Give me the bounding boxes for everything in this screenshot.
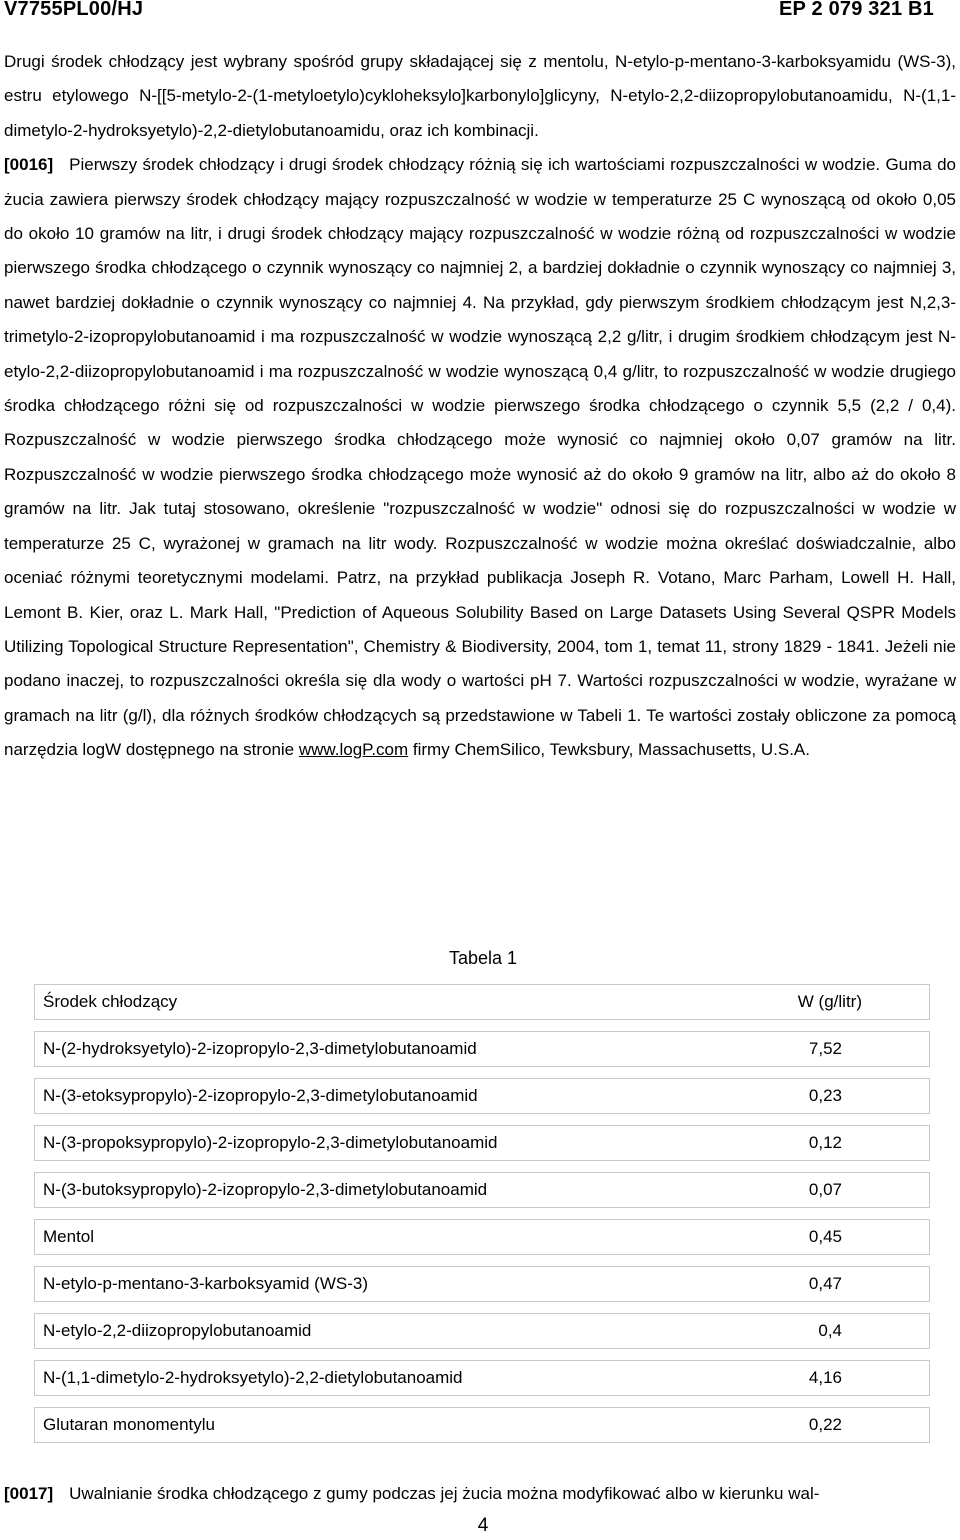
document-code: V7755PL00/HJ [4, 0, 144, 20]
paragraph-text: Uwalnianie środka chłodzącego z gumy podczas jej żucia można modyfikować albo w kierunku wal- [69, 1484, 820, 1503]
solubility-cell: 0,07 [671, 1172, 930, 1208]
agent-name-cell: N-(3-propoksypropylo)-2-izopropylo-2,3-dimetylobutanoamid [34, 1125, 671, 1161]
table-row [34, 1219, 930, 1255]
paragraph-0016 [4, 148, 956, 767]
solubility-cell: 0,23 [671, 1078, 930, 1114]
paragraph-text: Pierwszy środek chłodzący i drugi środek chłodzący różnią się ich wartościami rozpuszczalności w wodzie. Guma do żucia zawiera pierwszy środek chłodzący mający rozpuszczalność w wodzie w temperaturze 25 C wynoszącą od około 0,05 do około 10 gramów na litr, i drugi środek chłodzący mający rozpuszczalność w wodzie różną od rozpuszczalności w wodzie pierwszego środka chłodzącego o czynnik wynoszący co najmniej 2, a bardziej dokładnie o czynnik wynoszący co najmniej 3, nawet bardziej dokładnie o czynnik wynoszący co najmniej 4. Na przykład, gdy pierwszym środkiem chłodzącym jest N,2,3-trimetylo-2-izopropylobutanoamid i ma rozpuszczalność w wodzie wynoszącą 2,2 g/litr, i drugim środkiem chłodzącym jest N-etylo-2,2-diizopropylobutanoamid i ma rozpuszczalność w wodzie wynoszącą 0,4 g/litr, to rozpuszczalność w wodzie drugiego środka chłodzącego różni się od rozpuszczalności w wodzie pierwszego środka chłodzącego o czynnik 5,5 (2,2 / 0,4). Rozpuszczalność w wodzie pierwszego środka chłodzącego może wynosić co najmniej około 0,07 gramów na litr. Rozpuszczalność w wodzie pierwszego środka chłodzącego może wynosić aż do około 9 gramów na litr, albo aż do około 8 gramów na litr. Jak tutaj stosowano, określenie "rozpuszczalność w wodzie" odnosi się do rozpuszczalności w wodzie w temperaturze 25 C, wyrażonej w gramach na litr wody. Rozpuszczalność w wodzie można określać doświadczalnie, albo oceniać różnymi teoretycznymi modelami. Patrz, na przykład publikacja Joseph R. Votano, Marc Parham, Lowell H. Hall, Lemont B. Kier, oraz L. Mark Hall, "Prediction of Aqueous Solubility Based on Large Datasets Using Several QSPR Models Utilizing Topological Structure Representation", Chemistry & Biodiversity, 2004, tom 1, temat 11, strony 1829 - 1841. Jeżeli nie podano inaczej, to rozpuszczalności określa się dla wody o wartości pH 7. Wartości rozpuszczalności w wodzie, wyrażane w gramach na litr (g/l), dla różnych środków chłodzących są przedstawione w Tabeli 1. Te wartości zostały obliczone za pomocą narzędzia logW dostępnego na stronie [4, 155, 956, 760]
column-header-agent: Środek chłodzący [34, 984, 671, 1020]
agent-name-cell: N-etylo-2,2-diizopropylobutanoamid [34, 1313, 671, 1349]
solubility-cell: 0,22 [671, 1407, 930, 1443]
solubility-cell: 0,4 [671, 1313, 930, 1349]
cooling-agents-table [34, 973, 930, 1454]
agent-name-cell: N-(1,1-dimetylo-2-hydroksyetylo)-2,2-dietylobutanoamid [34, 1360, 671, 1396]
page-header [0, 0, 960, 26]
patent-number: EP 2 079 321 B1 [779, 0, 934, 20]
paragraph-text-end: firmy ChemSilico, Tewksbury, Massachusetts, U.S.A. [408, 740, 810, 760]
table-row [34, 1031, 930, 1067]
paragraph-0017 [4, 1484, 960, 1504]
table-container [34, 984, 930, 1454]
logp-link[interactable]: www.logP.com [298, 740, 409, 760]
table-row [34, 1125, 930, 1161]
agent-name-cell: N-etylo-p-mentano-3-karboksyamid (WS-3) [34, 1266, 671, 1302]
table-header-row [34, 984, 930, 1020]
table-row [34, 1266, 930, 1302]
solubility-cell: 0,47 [671, 1266, 930, 1302]
agent-name-cell: Mentol [34, 1219, 671, 1255]
solubility-cell: 7,52 [671, 1031, 930, 1067]
paragraph-number: [0017] [4, 1484, 54, 1503]
agent-name-cell: N-(3-etoksypropylo)-2-izopropylo-2,3-dimetylobutanoamid [34, 1078, 671, 1114]
table-row [34, 1360, 930, 1396]
table-caption: Tabela 1 [448, 948, 518, 968]
table-row [34, 1407, 930, 1443]
table-row [34, 1078, 930, 1114]
agent-name-cell: Glutaran monomentylu [34, 1407, 671, 1443]
body-text [4, 45, 956, 768]
page-number: 4 [477, 1515, 489, 1536]
table-row [34, 1172, 930, 1208]
table-row [34, 1313, 930, 1349]
agent-name-cell: N-(3-butoksypropylo)-2-izopropylo-2,3-dimetylobutanoamid [34, 1172, 671, 1208]
column-header-solubility: W (g/litr) [671, 984, 930, 1020]
paragraph-number: [0016] [4, 155, 54, 175]
solubility-cell: 0,12 [671, 1125, 930, 1161]
solubility-cell: 0,45 [671, 1219, 930, 1255]
agent-name-cell: N-(2-hydroksyetylo)-2-izopropylo-2,3-dimetylobutanoamid [34, 1031, 671, 1067]
solubility-cell: 4,16 [671, 1360, 930, 1396]
paragraph-continuation: Drugi środek chłodzący jest wybrany spośród grupy składającej się z mentolu, N-etylo-p-mentano-3-karboksyamidu (WS-3), estru etylowego N-[[5-metylo-2-(1-metyloetylo)cykloheksylo]karbonylo]glicyny, N-etylo-2,2-diizopropylobutanoamidu, N-(1,1-dimetylo-2-hydroksyetylo)-2,2-dietylobutanoamidu, oraz ich kombinacji. [4, 52, 956, 140]
